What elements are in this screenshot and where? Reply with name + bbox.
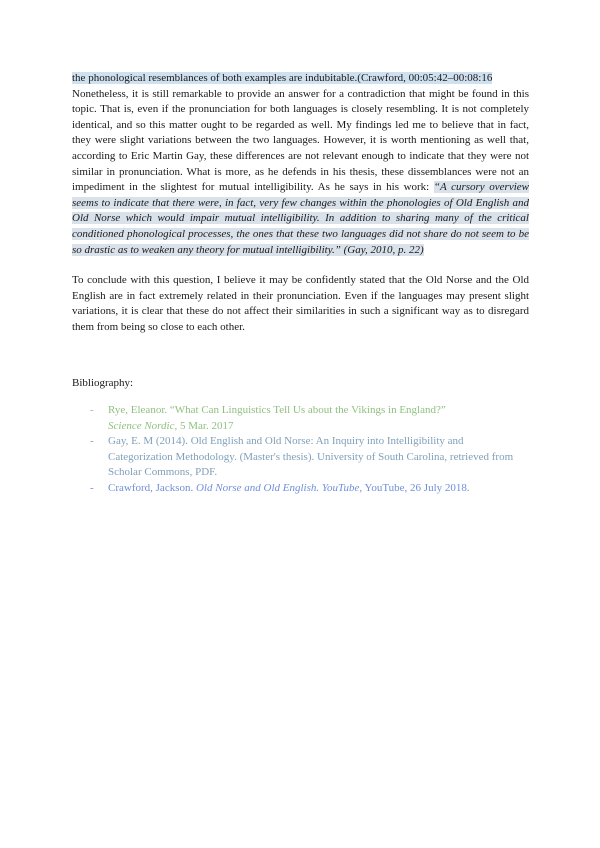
reference-text: Rye, Eleanor. “What Can Linguistics Tell Us about the Vikings in England?”: [108, 404, 446, 417]
bibliography-item[interactable]: [72, 434, 529, 481]
bibliography-item[interactable]: [72, 403, 529, 434]
bibliography-title: Bibliography:: [72, 376, 134, 389]
paragraph-nonetheless: [72, 87, 529, 259]
paragraph-citation-line: [72, 71, 529, 87]
bullet-dash: -: [90, 482, 94, 495]
bibliography-list: [72, 403, 529, 497]
reference-date: , 5 Mar. 2017: [174, 419, 234, 432]
highlighted-text: the phonological resemblances of both examples are indubitable.(Crawford, 00:05:42–00:08:16: [72, 72, 493, 84]
bullet-dash: -: [90, 404, 94, 417]
reference-source: Science Nordic: [108, 419, 175, 432]
paragraph-text: Nonetheless, it is still remarkable to provide an answer for a contradiction that might be found in this topic. That is, even if the pronunciation for both languages is closely resembling. It is not completely identical, and so this matter ought to be regarded as well. My findings led me to believe that in fact, they were slight variations between the two languages. However, it is worth mentioning as well that, according to Eric Martin Gay, these differences are not relevant enough to indicate that they were not similar in pronunciation. What is more, as he defends in his thesis, these dissemblances were not an impediment in the slightest for mutual intelligibility. As he says in his work:: [72, 87, 529, 194]
reference-title: Old Norse and Old English. YouTube: [195, 482, 360, 495]
reference-text: Gay, E. M (2014). Old English and Old Norse: An Inquiry into Intelligibility and Categorization Methodology. (Master's thesis). University of South Carolina, retrieved from Scholar Commons, PDF.: [108, 435, 514, 479]
paragraph-conclusion: To conclude with this question, I believe it may be confidently stated that the Old Norse and the Old English are in fact extremely related in their pronunciation. Even if the languages may present slight variations, it is clear that these do not affect their similarities in such a significant way as to disregard them from being so close to each other.: [72, 274, 529, 333]
spacer: [72, 258, 529, 273]
document-body: [72, 71, 529, 497]
reference-rest: , YouTube, 26 July 2018.: [359, 482, 470, 495]
highlighted-quote: “A cursory overview seems to indicate that there were, in fact, very few changes within the phonologies of Old English and Old Norse which would impair mutual intelligibility. In addition to sharing many of the critical conditioned phonological processes, the ones that these two languages did not share do not seem to be so drastic as to weaken any theory for mutual intelligibility.” (Gay, 2010, p. 22): [72, 181, 529, 256]
bullet-dash: -: [90, 435, 94, 448]
bibliography-item[interactable]: [72, 481, 529, 497]
reference-author: Crawford, Jackson.: [108, 482, 196, 495]
